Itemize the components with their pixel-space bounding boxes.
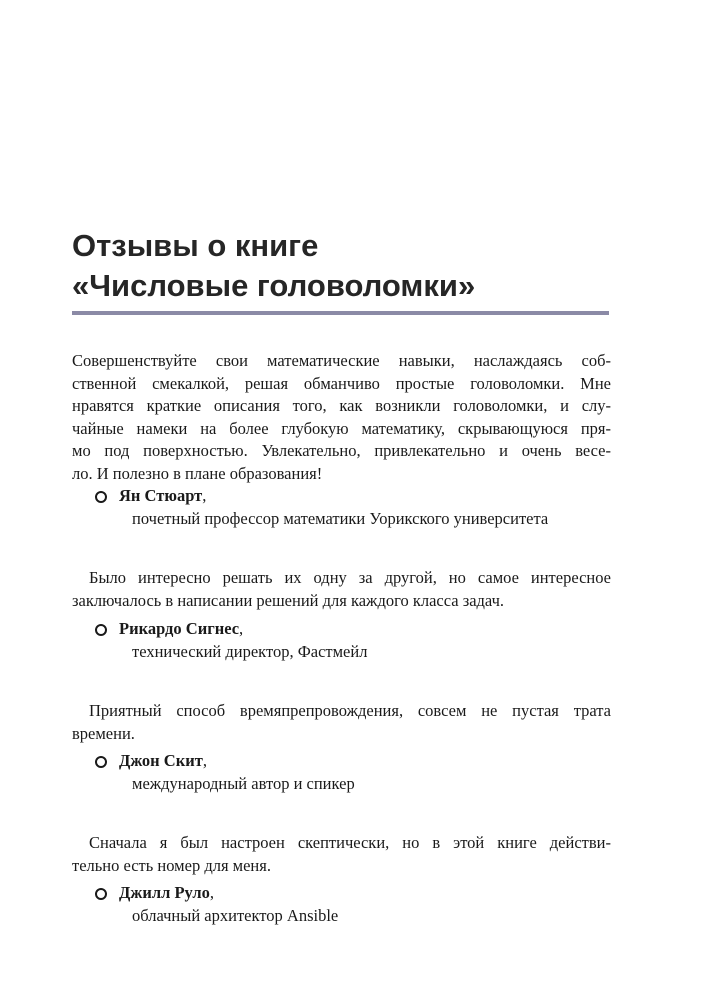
title-divider bbox=[72, 311, 609, 315]
author-role: почетный профессор математики Уорикского университета bbox=[132, 508, 549, 528]
review-quote-2 bbox=[72, 567, 611, 612]
author-separator: , bbox=[202, 751, 207, 770]
review-author-1 bbox=[95, 485, 615, 530]
author-role: технический директор, Фастмейл bbox=[132, 641, 368, 661]
author-name: Ян Стюарт bbox=[119, 486, 203, 505]
author-separator: , bbox=[202, 486, 207, 505]
review-author-2 bbox=[95, 618, 615, 663]
review-1-line-2: ственной смекалкой, решая обманчиво простые головоломки. Мне bbox=[72, 373, 611, 393]
page-title bbox=[72, 226, 612, 306]
review-4-line-2: тельно есть номер для меня. bbox=[72, 855, 271, 875]
circle-bullet-icon bbox=[95, 491, 107, 503]
circle-bullet-icon bbox=[95, 756, 107, 768]
review-quote-4 bbox=[72, 832, 611, 877]
page-title-line-2: «Числовые головоломки» bbox=[72, 268, 476, 303]
review-1-line-4: чайные намеки на более глубокую математику, скрывающуюся пря- bbox=[72, 418, 611, 438]
review-3-line-2: времени. bbox=[72, 723, 135, 743]
page-title-line-1: Отзывы о книге bbox=[72, 228, 319, 263]
review-1-line-1: Совершенствуйте свои математические навыки, наслаждаясь соб- bbox=[72, 351, 611, 370]
author-separator: , bbox=[239, 619, 244, 638]
review-quote-1 bbox=[72, 350, 611, 485]
author-role: облачный архитектор Ansible bbox=[132, 905, 339, 925]
author-name: Джилл Руло bbox=[119, 883, 210, 902]
author-name: Джон Скит bbox=[119, 751, 203, 770]
review-2-line-2: заключалось в написании решений для каждого класса задач. bbox=[72, 590, 505, 610]
review-1-line-5: мо под поверхностью. Увлекательно, привлекательно и очень весе- bbox=[72, 441, 611, 460]
author-separator: , bbox=[209, 883, 215, 902]
review-1-line-6: ло. И полезно в плане образования! bbox=[72, 463, 323, 483]
author-name: Рикардо Сигнес bbox=[119, 619, 240, 638]
review-4-line-1: Сначала я был настроен скептически, но в этой книге действи- bbox=[89, 833, 611, 852]
circle-bullet-icon bbox=[95, 624, 107, 636]
review-quote-3 bbox=[72, 700, 611, 745]
author-role: международный автор и спикер bbox=[132, 773, 355, 793]
review-3-line-1: Приятный способ времяпрепровождения, совсем не пустая трата bbox=[89, 701, 611, 720]
review-author-4 bbox=[95, 882, 615, 927]
review-1-line-3: нравятся краткие описания того, как возникли головоломки, и слу- bbox=[72, 396, 611, 415]
review-2-line-1: Было интересно решать их одну за другой, но самое интересное bbox=[89, 568, 611, 587]
circle-bullet-icon bbox=[95, 888, 107, 900]
review-author-3 bbox=[95, 750, 615, 795]
